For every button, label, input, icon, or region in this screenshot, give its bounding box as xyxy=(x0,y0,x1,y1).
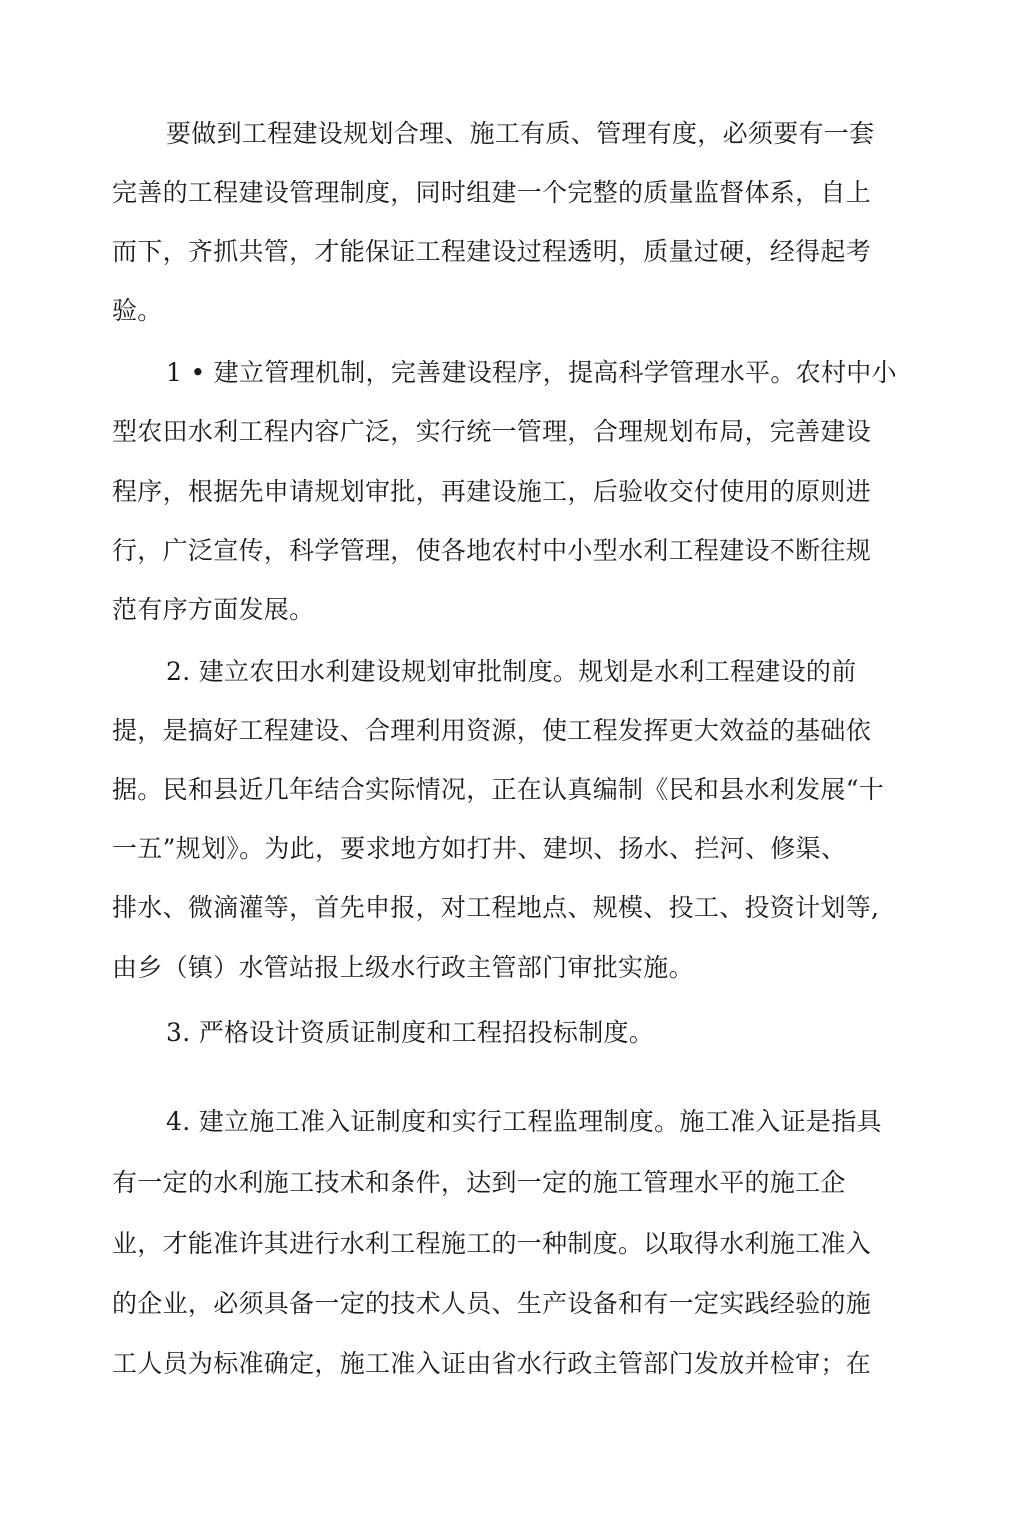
paragraph-5-line-1: 4. 建立施工准入证制度和实行工程监理制度。施工准入证是指具 xyxy=(166,1107,882,1136)
paragraph-3-line-4: 一五”规划》。为此，要求地方如打井、建坝、扬水、拦河、修渠、 xyxy=(112,834,847,863)
paragraph-5-line-5: 工人员为标准确定，施工准入证由省水行政主管部门发放并检审；在 xyxy=(112,1349,872,1378)
paragraph-3-line-3: 据。民和县近几年结合实际情况，正在认真编制《民和县水利发展“十 xyxy=(112,775,885,804)
paragraph-5-line-3: 业，才能准许其进行水利工程施工的一种制度。以取得水利施工准入 xyxy=(112,1229,872,1258)
paragraph-2-line-2: 型农田水利工程内容广泛，实行统一管理，合理规划布局，完善建设 xyxy=(112,417,872,446)
paragraph-1-line-1: 要做到工程建设规划合理、施工有质、管理有度，必须要有一套 xyxy=(166,119,875,148)
paragraph-2-line-4: 行，广泛宣传，科学管理，使各地农村中小型水利工程建设不断往规 xyxy=(112,536,872,565)
paragraph-3-line-5: 排水、微滴灌等，首先申报，对工程地点、规模、投工、投资计划等, xyxy=(112,893,880,922)
paragraph-2-line-1: 1 • 建立管理机制，完善建设程序，提高科学管理水平。农村中小 xyxy=(166,358,897,387)
paragraph-5-line-2: 有一定的水利施工技术和条件，达到一定的施工管理水平的施工企 xyxy=(112,1168,846,1197)
paragraph-2-line-3: 程序，根据先申请规划审批，再建设施工，后验收交付使用的原则进 xyxy=(112,477,872,506)
paragraph-1-line-2: 完善的工程建设管理制度，同时组建一个完整的质量监督体系，自上 xyxy=(112,178,872,207)
paragraph-5-line-4: 的企业，必须具备一定的技术人员、生产设备和有一定实践经验的施 xyxy=(112,1289,872,1318)
paragraph-1-line-4: 验。 xyxy=(112,296,163,325)
paragraph-4-line-1: 3. 严格设计资质证制度和工程招投标制度。 xyxy=(166,1018,655,1047)
paragraph-1-line-3: 而下，齐抓共管，才能保证工程建设过程透明，质量过硬，经得起考 xyxy=(112,237,872,266)
paragraph-2-line-5: 范有序方面发展。 xyxy=(112,595,315,624)
paragraph-3-line-1: 2. 建立农田水利建设规划审批制度。规划是水利工程建设的前 xyxy=(166,657,857,686)
paragraph-3-line-6: 由乡（镇）水管站报上级水行政主管部门审批实施。 xyxy=(112,953,694,982)
paragraph-3-line-2: 提，是搞好工程建设、合理利用资源，使工程发挥更大效益的基础依 xyxy=(112,716,872,745)
